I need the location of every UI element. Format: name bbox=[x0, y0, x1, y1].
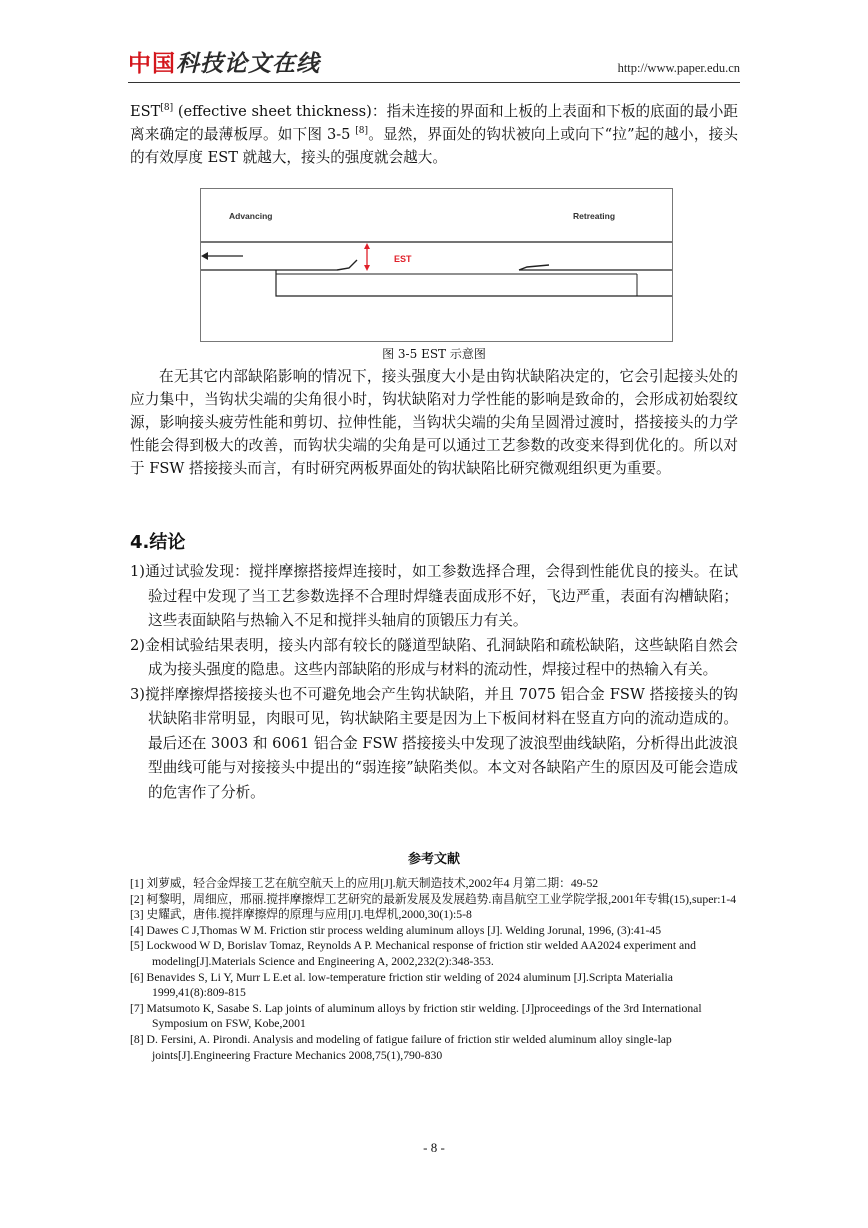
est-label: EST bbox=[394, 254, 412, 264]
retreating-label: Retreating bbox=[573, 211, 616, 221]
site-logo bbox=[128, 50, 320, 78]
references-title: 参考文献 bbox=[407, 852, 460, 867]
list-item: 2)金相试验结果表明，接头内部有较长的隧道型缺陷、孔洞缺陷和疏松缺陷，这些缺陷自然会成为接头强度的隐患。这些内部缺陷的形成与材料的流动性，焊接过程中的热输入有关。 bbox=[130, 636, 738, 678]
page-header bbox=[128, 50, 740, 80]
header-url[interactable]: http://www.paper.edu.cn bbox=[617, 61, 740, 75]
est-arrow-up bbox=[364, 243, 370, 249]
intro-text-a: EST bbox=[130, 103, 161, 120]
reference-item: [1] 刘萝威，轻合金焊接工艺在航空航天上的应用[J].航天制造技术,2002年4 月第二期：49-52 bbox=[130, 877, 599, 890]
est-arrow-down bbox=[364, 265, 370, 271]
reference-item: [2] 柯黎明，周细应，邢丽.搅拌摩擦焊工艺研究的最新发展及发展趋势.南昌航空工业学院学报,2001年专辑(15),super:1-4 bbox=[130, 892, 737, 906]
intro-paragraph bbox=[130, 100, 738, 169]
reference-item: [6] Benavides S, Li Y, Murr L E.et al. low-temperature friction stir welding of 2024 aluminum [J].Scripta Materialia 1999,41(8):809-815 bbox=[130, 970, 673, 1000]
paragraph-2-text: 在无其它内部缺陷影响的情况下，接头强度大小是由钩状缺陷决定的，它会引起接头处的应力集中，当钩状尖端的尖角很小时，钩状缺陷对力学性能的影响是致命的，会形成初始裂纹源，影响接头疲劳性能和剪切、拉伸性能，当钩状尖端的尖角呈圆滑过渡时，搭接接头的力学性能会得到极大的改善，而钩状尖端的尖角是可以通过工艺参数的改变来得到优化的。所以对于 FSW 搭接接头而言，有时研究两板界面处的钩状缺陷比研究微观组织更为重要。 bbox=[130, 368, 738, 477]
page-number: - 8 - bbox=[423, 1140, 445, 1155]
header-rule bbox=[128, 82, 740, 83]
advancing-arrow-head bbox=[201, 252, 208, 260]
reference-item: [3] 史耀武，唐伟.搅拌摩擦焊的原理与应用[J].电焊机,2000,30(1):5-8 bbox=[130, 908, 472, 922]
hook-left bbox=[337, 260, 357, 270]
intro-text-b: (effective sheet thickness)：指未连接的界面和上板的上表面和下板的底面的最小距离来确定的最薄板厚。如下图 3-5 bbox=[130, 103, 738, 143]
reference-item: [8] D. Fersini, A. Pirondi. Analysis and modeling of fatigue failure of friction stir welded aluminum alloy single-lap joints[J].Engineering Fracture Mechanics 2008,75(1),790-830 bbox=[130, 1032, 672, 1062]
list-item: 1)通过试验发现：搅拌摩擦搭接焊连接时，如工参数选择合理，会得到性能优良的接头。在试验过程中发现了当工艺参数选择不合理时焊缝表面成形不好，飞边严重，表面有沟槽缺陷；这些表面缺陷与热输入不足和搅拌头轴肩的顶锻压力有关。 bbox=[130, 563, 738, 629]
reference-item: [7] Matsumoto K, Sasabe S. Lap joints of aluminum alloys by friction stir welding. [J]proceedings of the 3rd International Symposium on FSW, Kobe,2001 bbox=[130, 1001, 702, 1031]
advancing-label: Advancing bbox=[229, 211, 273, 221]
est-diagram bbox=[201, 189, 672, 341]
references-list bbox=[130, 876, 740, 1063]
section-title: 4.结论 bbox=[130, 532, 186, 553]
logo-red-text: 中国 bbox=[128, 51, 176, 77]
reference-item: [4] Dawes C J,Thomas W M. Friction stir process welding aluminum alloys [J]. Welding Jorunal, 1996, (3):41-45 bbox=[130, 923, 662, 937]
reference-item: [5] Lockwood W D, Borislav Tomaz, Reynolds A P. Mechanical response of friction stir welded AA2024 experiment and modeling[J].Materials Science and Engineering A, 2002,232(2):348-353. bbox=[130, 939, 696, 968]
citation-sup: [8] bbox=[160, 103, 174, 114]
conclusions-list bbox=[130, 560, 738, 805]
citation-sup: [8] bbox=[355, 126, 369, 137]
logo-dark-text: 科技论文在线 bbox=[176, 51, 320, 77]
intro-text-c: 。显然，界面处的钩状被向上或向下“拉”起的越小，接头的有效厚度 EST 就越大，接头的强度就会越大。 bbox=[130, 126, 738, 166]
est-figure bbox=[200, 188, 673, 342]
paragraph-2 bbox=[130, 365, 738, 480]
figure-caption: 图 3-5 EST 示意图 bbox=[382, 347, 486, 361]
hook-right bbox=[519, 265, 549, 270]
list-item: 3)搅拌摩擦焊搭接接头也不可避免地会产生钩状缺陷，并且 7075 铝合金 FSW 搭接接头的钩状缺陷非常明显，肉眼可见，钩状缺陷主要是因为上下板间材料在竖直方向的流动造成的。最后还在 3003 和 6061 铝合金 FSW 搭接接头中发现了波浪型曲线缺陷，分析得出此波浪型曲线可能与对接接头中提出的“弱连接”缺陷类似。本文对各缺陷产生的原因及可能会造成的危害作了分析。 bbox=[130, 685, 738, 801]
